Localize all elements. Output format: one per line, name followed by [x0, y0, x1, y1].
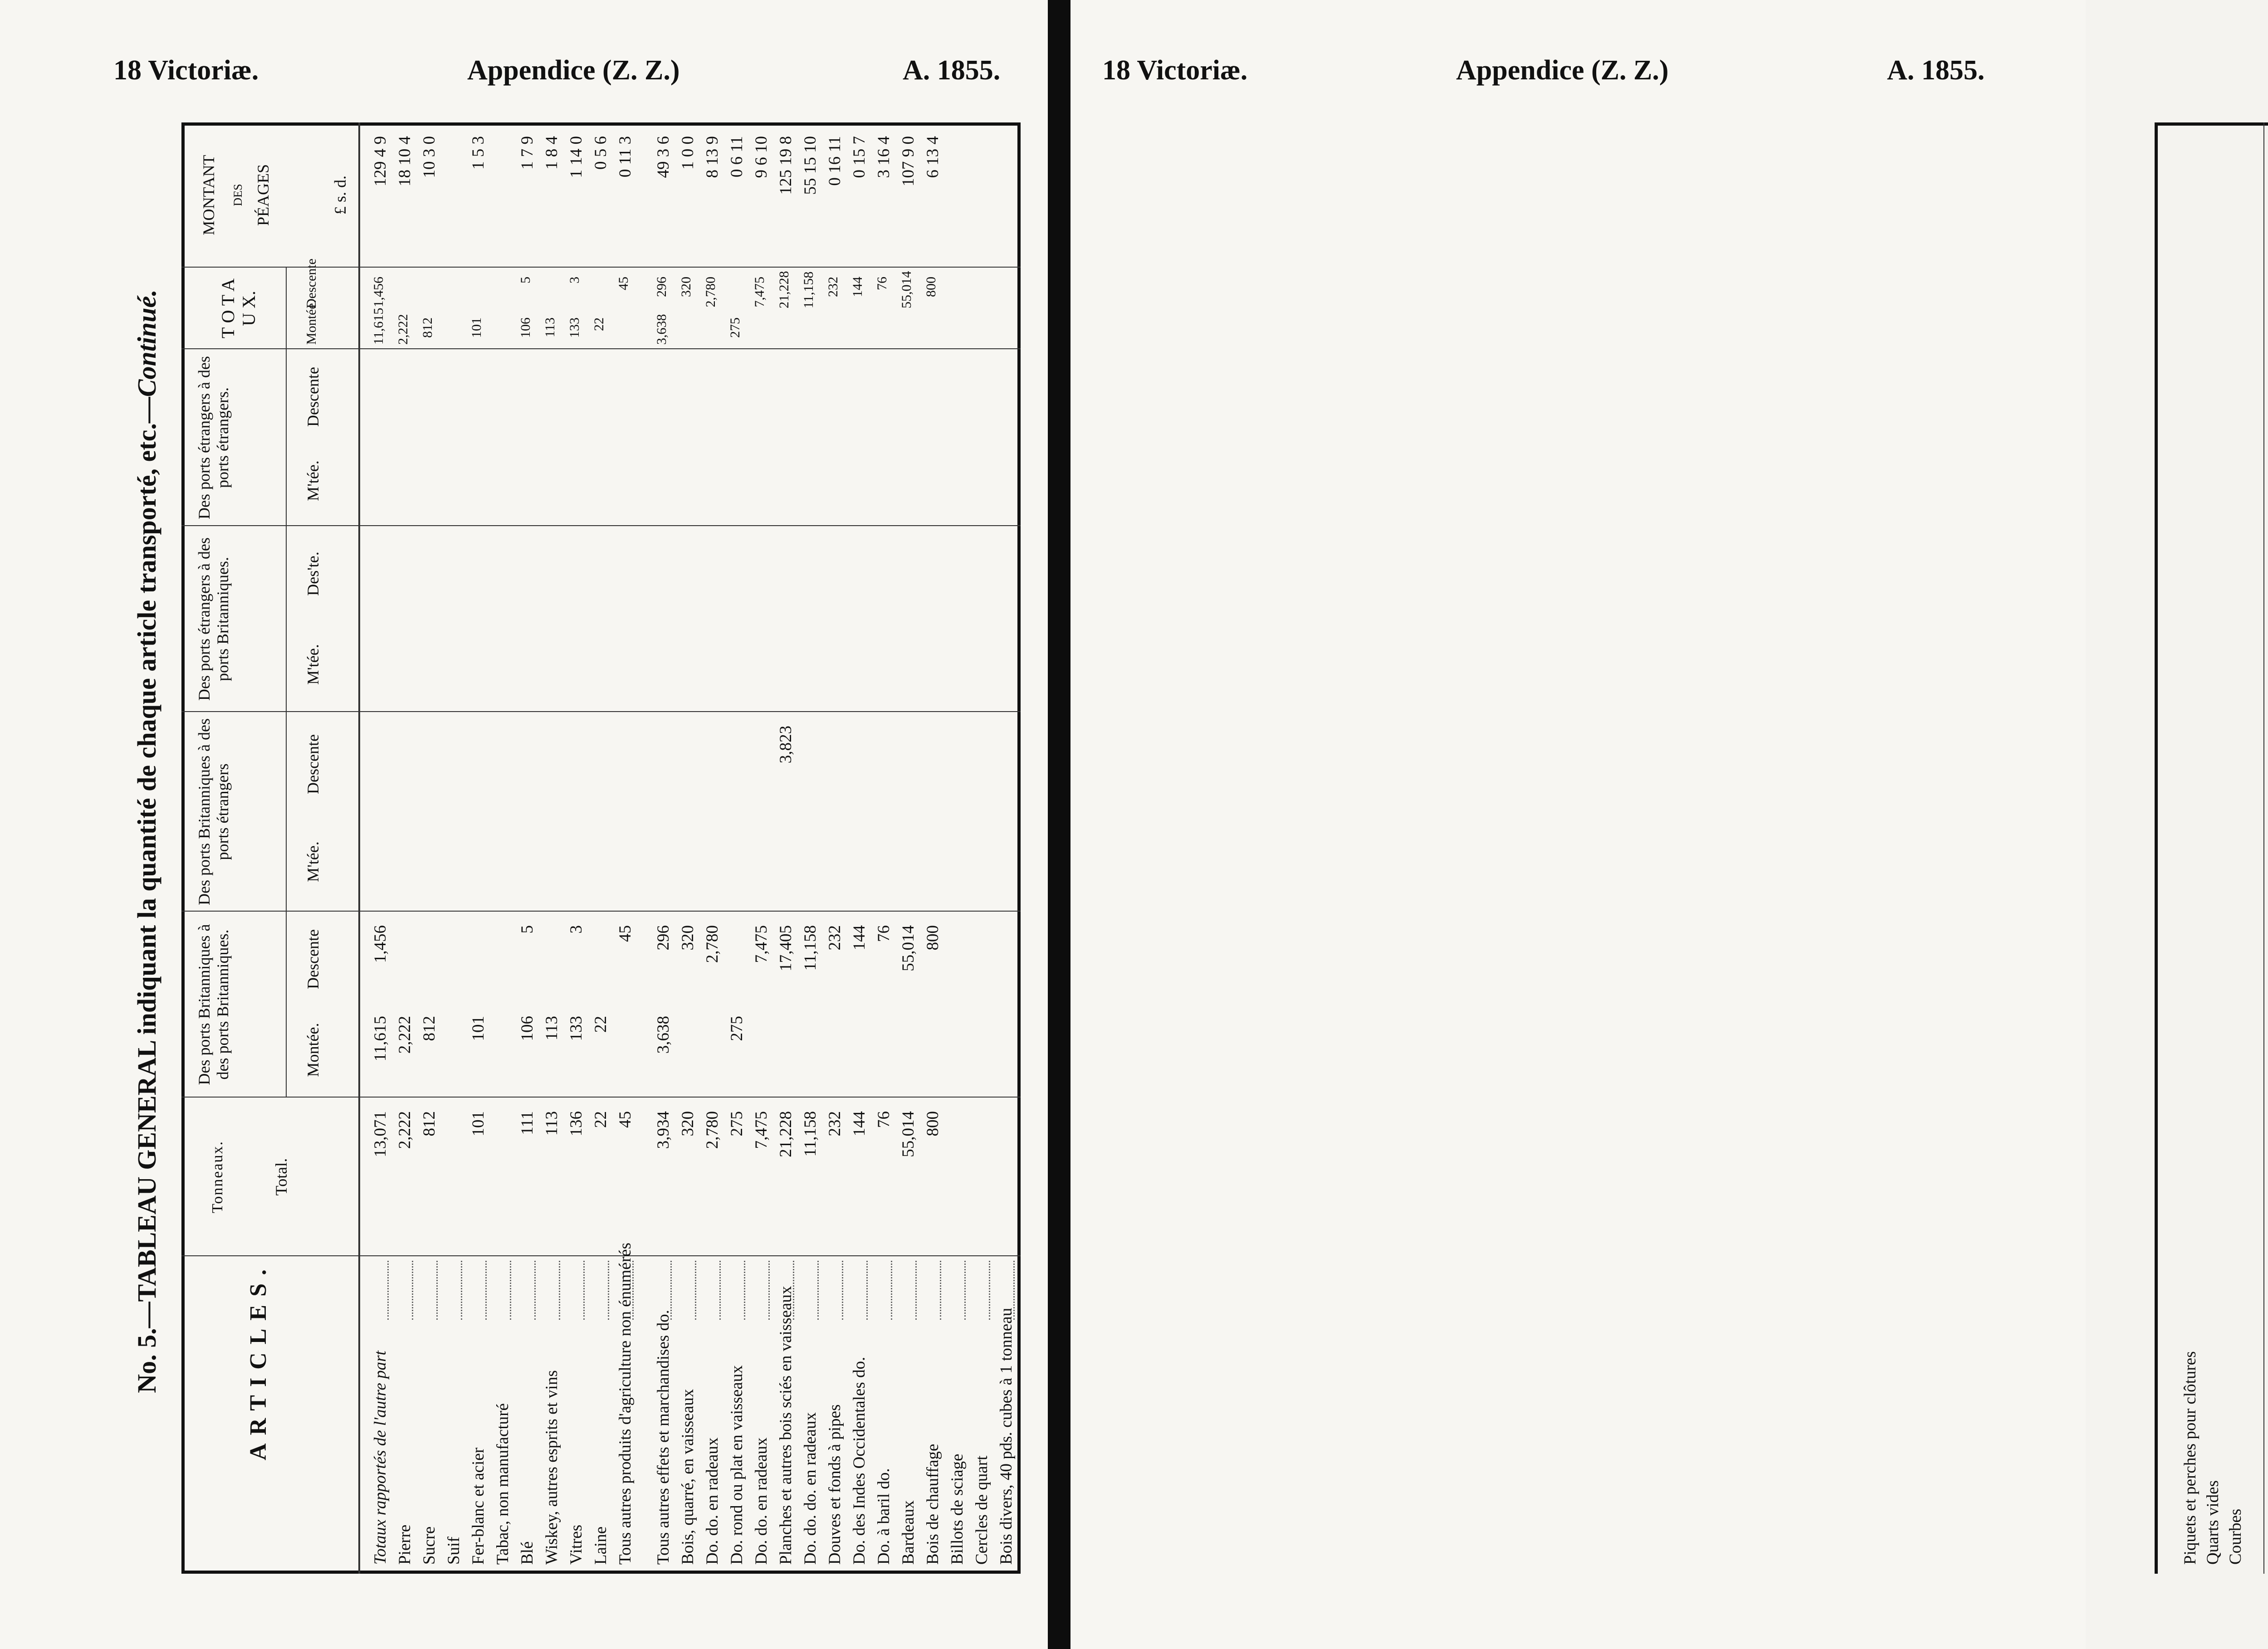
- right-row-label: Courbes: [2226, 1508, 2245, 1565]
- row-label: Cercles de quart: [973, 1455, 991, 1565]
- row-label: Blé: [518, 1541, 537, 1565]
- cell-m1: 3,638: [654, 1016, 673, 1054]
- row-label: Planches et autres bois sciés en vaisseaux: [777, 1286, 795, 1565]
- header-right-appendix: Appendice (Z. Z.): [1456, 55, 1669, 86]
- cell-total: 45: [616, 1111, 635, 1128]
- group2-header: Des ports Britanniques à des ports étrangers: [195, 718, 232, 905]
- cell-td: 21,228: [777, 271, 792, 308]
- cell-td: 1,456: [371, 277, 386, 307]
- cell-total: 21,228: [777, 1111, 795, 1157]
- cell-m1: 101: [469, 1016, 488, 1041]
- cell-peage: 0 6 11: [728, 136, 746, 178]
- cell-m1: 11,615: [371, 1016, 390, 1062]
- cell-td: 76: [875, 277, 890, 290]
- cell-tm: 11,615: [371, 307, 386, 345]
- cell-total: 13,071: [371, 1111, 390, 1157]
- row-label: Do. des Indes Occidentales do.: [850, 1356, 869, 1565]
- cell-d1: 144: [850, 925, 869, 951]
- header-left-year: A. 1855.: [903, 55, 1001, 86]
- cell-td: 11,158: [801, 271, 816, 308]
- row-label: Do. do. en radeaux: [703, 1437, 722, 1565]
- row-label: Do. rond ou plat en vaisseaux: [728, 1365, 746, 1565]
- row-label: Laine: [591, 1526, 610, 1565]
- g2-montee: M'tée.: [304, 841, 322, 882]
- cell-td: 320: [679, 277, 694, 297]
- right-row-label: Piquets et perches pour clôtures: [2181, 1351, 2200, 1565]
- cell-tm: 22: [591, 317, 606, 331]
- cell-d1: 320: [679, 925, 697, 951]
- g4-descente: Descente: [304, 367, 322, 427]
- tonneaux-header: Tonneaux.: [209, 1140, 226, 1214]
- cell-m1: 113: [543, 1016, 561, 1041]
- cell-peage: 0 16 11: [826, 136, 844, 186]
- cell-d1: 7,475: [752, 925, 771, 963]
- header-left-appendix: Appendice (Z. Z.): [467, 55, 680, 86]
- cell-peage: 1 5 3: [469, 136, 488, 170]
- cell-tm: 812: [420, 317, 435, 338]
- cell-peage: 0 5 6: [591, 136, 610, 170]
- table-title-continued: Continué.: [132, 289, 161, 397]
- cell-td: 296: [654, 277, 669, 297]
- cell-total: 3,934: [654, 1111, 673, 1149]
- cell-d1: 232: [826, 925, 844, 951]
- row-label: Bois, quarré, en vaisseaux: [679, 1389, 697, 1565]
- table-title: [132, 127, 162, 1556]
- cell-td: 800: [924, 277, 938, 297]
- table-title-main: No. 5.—TABLEAU GENERAL indiquant la quantité de chaque article transporté, etc.—: [132, 397, 161, 1393]
- row-label: Sucre: [420, 1526, 439, 1565]
- cell-peage: 3 16 4: [875, 136, 893, 178]
- cell-peage: 125 19 8: [777, 136, 795, 195]
- row-label: Bardeaux: [899, 1500, 918, 1565]
- cell-tm: 2,222: [396, 314, 411, 345]
- cell-tm: 113: [543, 317, 557, 337]
- cell-peage: 8 13 9: [703, 136, 722, 178]
- cell-m1: 275: [728, 1016, 746, 1041]
- cell-td: 5: [518, 277, 533, 283]
- montant-header: MONTANT: [200, 155, 218, 235]
- g1-montee: Montée.: [304, 1023, 322, 1077]
- row-label: Vitres: [567, 1524, 586, 1565]
- row-label: Tous autres produits d'agriculture non énumérés: [616, 1243, 635, 1565]
- cell-m1: 133: [567, 1016, 586, 1041]
- cell-total: 232: [826, 1111, 844, 1137]
- cell-total: 76: [875, 1111, 893, 1128]
- cell-m1: 22: [591, 1016, 610, 1033]
- row-label: Do. do. en radeaux: [752, 1437, 771, 1565]
- articles-header: ARTICLES.: [245, 1261, 271, 1460]
- right-table-frame: [2155, 122, 2268, 1574]
- tot-descente: Descente: [304, 259, 319, 308]
- group3-header: Des ports étrangers à des ports Britanniques.: [195, 537, 232, 701]
- cell-peage: 1 8 4: [543, 136, 561, 170]
- cell-total: 320: [679, 1111, 697, 1137]
- header-right-regnal: 18 Victoriæ.: [1102, 55, 1248, 86]
- cell-d1: 1,456: [371, 925, 390, 963]
- cell-d1: 800: [924, 925, 942, 951]
- left-page: [0, 0, 1048, 1649]
- header-left-regnal: 18 Victoriæ.: [113, 55, 259, 86]
- header-right-year: A. 1855.: [1887, 55, 1985, 86]
- cell-peage: 129 4 9: [371, 136, 390, 186]
- cell-d2: 3,823: [777, 726, 795, 764]
- cell-td: 7,475: [752, 277, 767, 307]
- cell-td: 144: [850, 277, 865, 297]
- cell-peage: 1 14 0: [567, 136, 586, 178]
- cell-total: 812: [420, 1111, 439, 1137]
- row-label: Tous autres effets et marchandises do.: [654, 1310, 673, 1565]
- cell-td: 3: [567, 277, 582, 283]
- left-table-rotated: [132, 122, 1021, 1574]
- cell-total: 2,780: [703, 1111, 722, 1149]
- cell-m1: 106: [518, 1016, 537, 1041]
- totaux-header: T O T A U X.: [218, 278, 259, 339]
- cell-d1: 11,158: [801, 925, 820, 971]
- cell-peage: 10 3 0: [420, 136, 439, 178]
- book-spine: [1048, 0, 1070, 1649]
- cell-td: 55,014: [899, 271, 914, 308]
- cell-tm: 3,638: [654, 314, 669, 345]
- des-header: DES: [231, 184, 244, 206]
- row-label: Billots de sciage: [948, 1454, 967, 1565]
- row-label: Fer-blanc et acier: [469, 1447, 488, 1565]
- row-label: Suif: [445, 1537, 463, 1565]
- cell-m1: 2,222: [396, 1016, 414, 1054]
- cell-d1: 5: [518, 925, 537, 934]
- cell-peage: 55 15 10: [801, 136, 820, 195]
- group4-header: Des ports étrangers à des ports étrangers.: [195, 356, 232, 519]
- cell-tm: 133: [567, 317, 582, 338]
- cell-d1: 76: [875, 925, 893, 942]
- cell-m1: 812: [420, 1016, 439, 1041]
- cell-peage: 18 10 4: [396, 136, 414, 186]
- total-header: Total.: [272, 1158, 290, 1196]
- cell-total: 800: [924, 1111, 942, 1137]
- cell-d1: 3: [567, 925, 586, 934]
- cell-total: 2,222: [396, 1111, 414, 1149]
- cell-total: 22: [591, 1111, 610, 1128]
- cell-peage: 49 3 6: [654, 136, 673, 178]
- cell-d1: 45: [616, 925, 635, 942]
- tot-montee: Montée.: [304, 299, 319, 345]
- cell-peage: 0 15 7: [850, 136, 869, 178]
- row-label: Douves et fonds à pipes: [826, 1404, 844, 1565]
- cell-total: 7,475: [752, 1111, 771, 1149]
- cell-total: 275: [728, 1111, 746, 1137]
- cell-d1: 17,405: [777, 925, 795, 971]
- group1-header: Des ports Britanniques à des ports Britanniques.: [195, 924, 232, 1085]
- right-page: [1070, 0, 2245, 1649]
- cell-total: 101: [469, 1111, 488, 1137]
- g4-montee: M'tée.: [304, 460, 322, 501]
- right-table-rotated: [2155, 122, 2268, 1574]
- cell-peage: 1 0 0: [679, 136, 697, 170]
- cell-total: 136: [567, 1111, 586, 1137]
- cell-td: 232: [826, 277, 841, 297]
- cell-td: 45: [616, 277, 631, 290]
- cell-d1: 296: [654, 925, 673, 951]
- cell-tm: 106: [518, 317, 533, 338]
- cell-total: 144: [850, 1111, 869, 1137]
- row-label: Do. do. do. en radeaux: [801, 1412, 820, 1565]
- cell-peage: 6 13 4: [924, 136, 942, 178]
- cell-tm: 275: [728, 317, 743, 338]
- g3-montee: M'tée.: [304, 644, 322, 685]
- cell-d1: 2,780: [703, 925, 722, 963]
- row-label: Pierre: [396, 1524, 414, 1565]
- cell-tm: 101: [469, 317, 484, 338]
- row-label: Totaux rapportés de l'autre part: [371, 1351, 390, 1565]
- cell-total: 113: [543, 1111, 561, 1136]
- cell-peage: 0 11 3: [616, 136, 635, 178]
- row-label: Do. à baril do.: [875, 1468, 893, 1565]
- g1-descente: Descente: [304, 929, 322, 989]
- g2-descente: Descente: [304, 734, 322, 794]
- cell-total: 111: [518, 1111, 537, 1135]
- cell-td: 2,780: [703, 277, 718, 307]
- row-label: Tabac, non manufacturé: [494, 1403, 512, 1565]
- cell-peage: 1 7 9: [518, 136, 537, 170]
- cell-total: 55,014: [899, 1111, 918, 1157]
- lsd-header: £ s. d.: [331, 176, 349, 215]
- row-label: Bois divers, 40 pds. cubes à 1 tonneau: [997, 1307, 1016, 1565]
- cell-peage: 107 9 0: [899, 136, 918, 186]
- cell-d1: 55,014: [899, 925, 918, 971]
- cell-peage: 9 6 10: [752, 136, 771, 178]
- row-label: Bois de chauffage: [924, 1444, 942, 1565]
- right-row-label: Quarts vides: [2204, 1480, 2222, 1565]
- peages-header: PÉAGES: [254, 164, 272, 226]
- g3-descente: Des'te.: [304, 551, 322, 596]
- cell-total: 11,158: [801, 1111, 820, 1157]
- row-label: Wiskey, autres esprits et vins: [543, 1370, 561, 1565]
